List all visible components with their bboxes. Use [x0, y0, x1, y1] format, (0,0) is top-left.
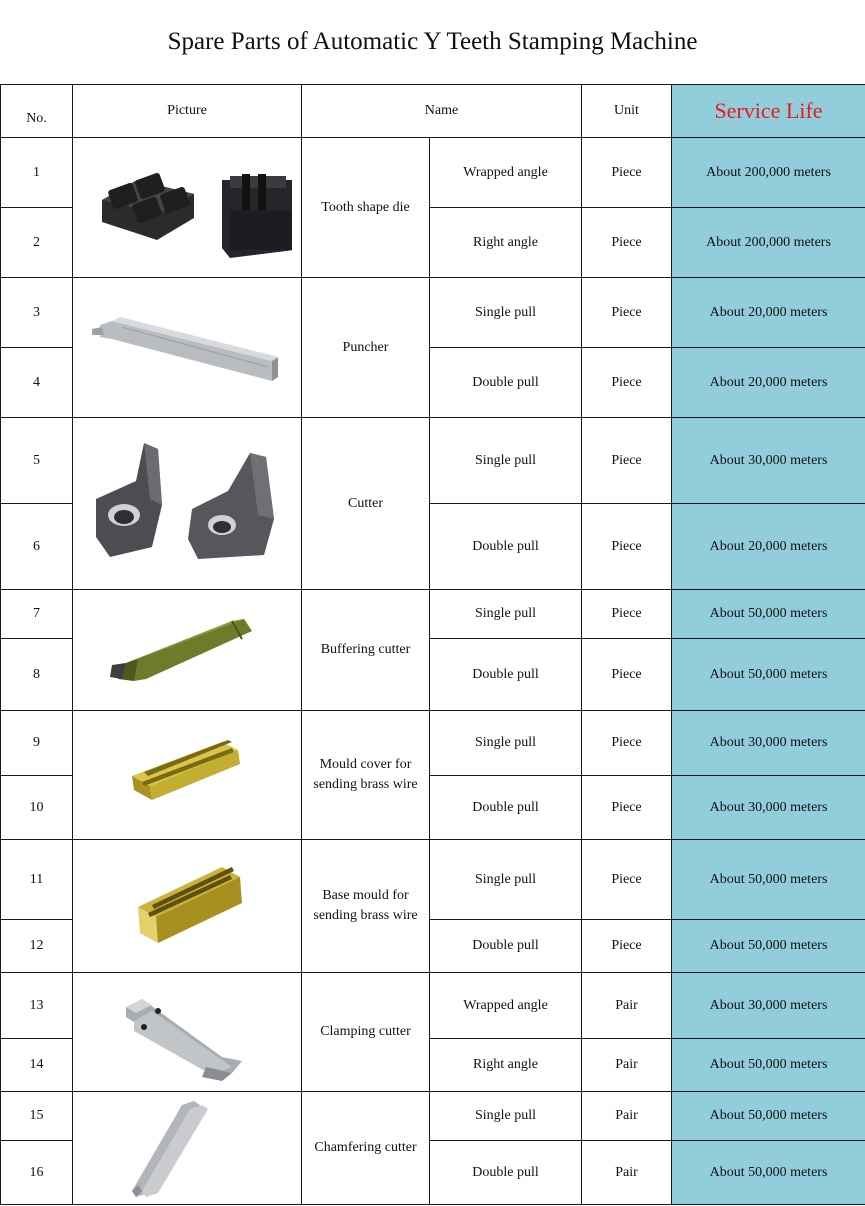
part-unit: Piece [582, 208, 672, 278]
service-life-value: About 50,000 meters [672, 639, 865, 711]
service-life-value: About 50,000 meters [672, 1141, 865, 1205]
service-life-value: About 200,000 meters [672, 138, 865, 208]
tooth-shape-die-photo [73, 138, 302, 278]
part-variant: Single pull [430, 711, 582, 776]
row-number: 1 [1, 138, 73, 208]
service-life-value: About 20,000 meters [672, 348, 865, 418]
mould-cover-photo [73, 711, 302, 840]
row-number: 11 [1, 840, 73, 920]
part-unit: Pair [582, 973, 672, 1039]
part-name: Clamping cutter [302, 973, 430, 1092]
part-variant: Single pull [430, 590, 582, 639]
part-variant: Double pull [430, 1141, 582, 1205]
part-unit: Piece [582, 278, 672, 348]
table-row [1, 711, 865, 776]
part-variant: Right angle [430, 1039, 582, 1092]
part-unit: Piece [582, 840, 672, 920]
buffering-cutter-photo [73, 590, 302, 711]
row-number: 8 [1, 639, 73, 711]
service-life-value: About 200,000 meters [672, 208, 865, 278]
service-life-value: About 30,000 meters [672, 973, 865, 1039]
header-service-life: Service Life [672, 85, 865, 138]
table-row [1, 418, 865, 504]
service-life-value: About 50,000 meters [672, 590, 865, 639]
part-name: Base mould for sending brass wire [302, 840, 430, 973]
part-variant: Single pull [430, 418, 582, 504]
part-unit: Pair [582, 1039, 672, 1092]
part-unit: Pair [582, 1092, 672, 1141]
part-variant: Double pull [430, 920, 582, 973]
part-unit: Piece [582, 776, 672, 840]
part-name: Mould cover for sending brass wire [302, 711, 430, 840]
row-number: 7 [1, 590, 73, 639]
part-variant: Double pull [430, 348, 582, 418]
row-number: 10 [1, 776, 73, 840]
header-name: Name [302, 85, 582, 138]
row-number: 16 [1, 1141, 73, 1205]
part-variant: Double pull [430, 776, 582, 840]
row-number: 13 [1, 973, 73, 1039]
service-life-value: About 30,000 meters [672, 776, 865, 840]
row-number: 5 [1, 418, 73, 504]
part-unit: Piece [582, 418, 672, 504]
row-number: 3 [1, 278, 73, 348]
cutter-photo [73, 418, 302, 590]
part-variant: Single pull [430, 278, 582, 348]
row-number: 4 [1, 348, 73, 418]
part-unit: Piece [582, 920, 672, 973]
part-variant: Single pull [430, 840, 582, 920]
row-number: 2 [1, 208, 73, 278]
spare-parts-table [0, 84, 865, 1205]
part-unit: Pair [582, 1141, 672, 1205]
service-life-value: About 20,000 meters [672, 278, 865, 348]
service-life-value: About 30,000 meters [672, 418, 865, 504]
part-unit: Piece [582, 711, 672, 776]
service-life-value: About 50,000 meters [672, 920, 865, 973]
row-number: 9 [1, 711, 73, 776]
part-variant: Single pull [430, 1092, 582, 1141]
row-number: 14 [1, 1039, 73, 1092]
clamping-cutter-photo [73, 973, 302, 1092]
header-row [1, 85, 865, 138]
part-name: Puncher [302, 278, 430, 418]
header-no: No. [1, 85, 73, 138]
row-number: 12 [1, 920, 73, 973]
header-picture: Picture [73, 85, 302, 138]
part-unit: Piece [582, 639, 672, 711]
base-mould-photo [73, 840, 302, 973]
part-variant: Double pull [430, 504, 582, 590]
part-variant: Wrapped angle [430, 973, 582, 1039]
service-life-value: About 50,000 meters [672, 1092, 865, 1141]
row-number: 6 [1, 504, 73, 590]
table-row [1, 138, 865, 208]
part-unit: Piece [582, 590, 672, 639]
table-row [1, 1092, 865, 1141]
part-name: Cutter [302, 418, 430, 590]
row-number: 15 [1, 1092, 73, 1141]
part-unit: Piece [582, 504, 672, 590]
part-name: Tooth shape die [302, 138, 430, 278]
service-life-value: About 50,000 meters [672, 1039, 865, 1092]
table-row [1, 840, 865, 920]
page-title: Spare Parts of Automatic Y Teeth Stamping Machine [167, 28, 698, 55]
table-row [1, 590, 865, 639]
chamfering-cutter-photo [73, 1092, 302, 1205]
service-life-value: About 30,000 meters [672, 711, 865, 776]
table-row [1, 973, 865, 1039]
part-variant: Right angle [430, 208, 582, 278]
puncher-photo [73, 278, 302, 418]
part-variant: Double pull [430, 639, 582, 711]
part-name: Buffering cutter [302, 590, 430, 711]
service-life-value: About 20,000 meters [672, 504, 865, 590]
part-variant: Wrapped angle [430, 138, 582, 208]
header-unit: Unit [582, 85, 672, 138]
service-life-value: About 50,000 meters [672, 840, 865, 920]
part-name: Chamfering cutter [302, 1092, 430, 1205]
table-row [1, 278, 865, 348]
part-unit: Piece [582, 348, 672, 418]
part-unit: Piece [582, 138, 672, 208]
